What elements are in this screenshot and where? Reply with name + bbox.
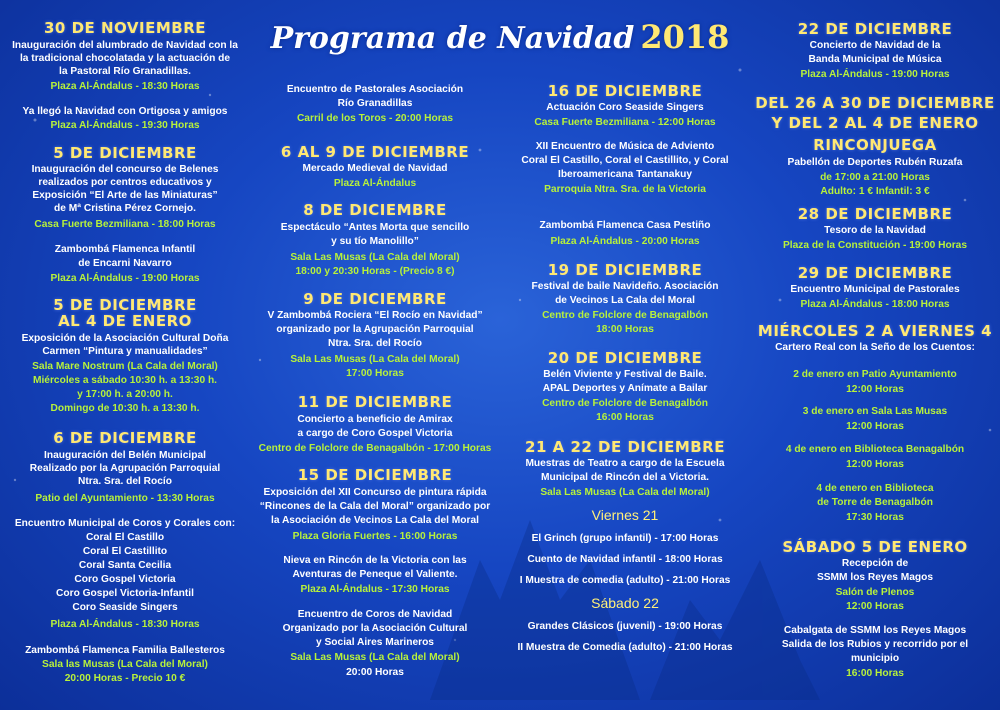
event-text: Carmen “Pintura y manualidades” [42, 346, 208, 357]
event-text: Inauguración del alumbrado de Navidad con la [12, 40, 238, 51]
event-place: 12:00 Horas [846, 601, 904, 612]
event-text: “Rincones de la Cala del Moral” organizado por [259, 501, 491, 512]
event-place: Plaza Al-Ándalus - 19:30 Horas [50, 120, 200, 131]
date-heading: 20 DE DICIEMBRE [547, 349, 703, 367]
date-heading: 28 DE DICIEMBRE [797, 205, 953, 223]
event-place: 4 de enero en Biblioteca Benagalbón [785, 444, 965, 455]
event-text: Cabalgata de SSMM los Reyes Magos [783, 625, 967, 636]
event-text: Zambombá Flamenca Infantil [54, 244, 196, 255]
event-place: Sala Las Musas (La Cala del Moral) [290, 652, 460, 663]
event-place: Sala Las Musas (La Cala del Moral) [290, 354, 460, 365]
event-text: Zambombá Flamenca Casa Pestiño [539, 220, 711, 231]
event-time: 12:00 Horas [846, 459, 904, 470]
event-text: Inauguración del Belén Municipal [44, 450, 206, 461]
event-text: Concierto de Navidad de la [809, 40, 941, 51]
event-place: Plaza Al-Ándalus [333, 178, 417, 189]
date-heading: DEL 26 A 30 DE DICIEMBRE [755, 94, 995, 112]
event-text: El Grinch (grupo infantil) - 17:00 Horas [531, 533, 719, 544]
date-heading: 29 DE DICIEMBRE [797, 264, 953, 282]
event-text: Salida de los Rubios y recorrido por el [781, 639, 969, 650]
event-place: Plaza Al-Ándalus - 18:30 Horas [50, 81, 200, 92]
event-text: Nieva en Rincón de la Victoria con las [283, 555, 467, 566]
event-text: Ntra. Sra. del Rocío [78, 476, 172, 487]
event-text: II Muestra de Comedia (adulto) - 21:00 Horas [517, 642, 733, 653]
subheading-viernes: Viernes 21 [591, 507, 659, 523]
event-text: y su tío Manolillo” [331, 236, 419, 247]
event-text: Realizado por la Agrupación Parroquial [29, 463, 221, 474]
date-heading: 15 DE DICIEMBRE [297, 466, 453, 484]
event-text: Exposición del XII Concurso de pintura rápida [263, 487, 487, 498]
event-text: de Mª Cristina Pérez Cornejo. [54, 203, 196, 214]
event-place: y 17:00 h. a 20:00 h. [77, 389, 173, 400]
event-time: 12:00 Horas [846, 384, 904, 395]
date-heading: 5 DE DICIEMBRE [53, 296, 197, 314]
event-place: Plaza Al-Ándalus - 17:30 Horas [300, 584, 450, 595]
event-text: de Encarni Navarro [78, 258, 172, 269]
event-text: la Pastoral Río Granadillas. [59, 66, 191, 77]
event-text: Concierto a beneficio de Amirax [297, 414, 453, 425]
date-heading: 8 DE DICIEMBRE [303, 201, 447, 219]
event-place: Parroquia Ntra. Sra. de la Victoria [544, 184, 706, 195]
event-place: Sala las Musas (La Cala del Moral) [42, 659, 208, 670]
event-place: Plaza Al-Ándalus - 20:00 Horas [550, 236, 700, 247]
event-place: Salón de Plenos [835, 587, 915, 598]
event-place: 18:00 Horas [596, 324, 654, 335]
date-heading: 21 A 22 DE DICIEMBRE [525, 438, 725, 456]
event-text: APAL Deportes y Anímate a Bailar [542, 383, 708, 394]
event-text: Organizado por la Asociación Cultural [282, 623, 468, 634]
event-place: 18:00 y 20:30 Horas - (Precio 8 €) [295, 266, 455, 277]
event-text: Actuación Coro Seaside Singers [546, 102, 704, 113]
event-text: Mercado Medieval de Navidad [302, 163, 448, 174]
date-heading: 30 DE NOVIEMBRE [43, 19, 206, 37]
event-place: Carril de los Toros - 20:00 Horas [296, 113, 454, 124]
event-place: Plaza Al-Ándalus - 18:00 Horas [800, 299, 950, 310]
event-text: Recepción de [841, 558, 909, 569]
event-place: Sala Las Musas (La Cala del Moral) [290, 252, 460, 263]
date-heading: 5 DE DICIEMBRE [53, 144, 197, 162]
event-text: Tesoro de la Navidad [824, 225, 926, 236]
event-place: 16:00 Horas [596, 412, 654, 423]
event-text: XII Encuentro de Música de Adviento [535, 141, 715, 152]
event-text: Cartero Real con la Seño de los Cuentos: [775, 342, 975, 353]
date-heading: 9 DE DICIEMBRE [303, 290, 447, 308]
event-text: de Vecinos La Cala del Moral [555, 295, 695, 306]
event-place: Patio del Ayuntamiento - 13:30 Horas [35, 493, 215, 504]
event-text: la Asociación de Vecinos La Cala del Moral [271, 515, 479, 526]
event-place: Plaza Al-Ándalus - 18:30 Horas [50, 619, 200, 630]
event-text: Grandes Clásicos (juvenil) - 19:00 Horas [527, 621, 723, 632]
event-text: Río Granadillas [337, 98, 413, 109]
event-text: Exposición “El Arte de las Miniaturas” [32, 190, 218, 201]
event-time: 12:00 Horas [846, 421, 904, 432]
date-heading: RINCONJUEGA [813, 136, 937, 154]
event-text: I Muestra de comedia (adulto) - 21:00 Horas [519, 575, 731, 586]
event-text: Encuentro Municipal de Pastorales [790, 284, 960, 295]
event-text: y Social Aires Marineros [316, 637, 434, 648]
event-text: Encuentro de Coros de Navidad [297, 609, 453, 620]
event-text: Coro Gospel Victoria-Infantil [56, 588, 194, 599]
event-text: Cuento de Navidad infantil - 18:00 Horas [527, 554, 723, 565]
title-year: 2018 [640, 18, 730, 56]
event-place: Miércoles a sábado 10:30 h. a 13:30 h. [32, 375, 218, 386]
event-place: de Torre de Benagalbón [817, 497, 933, 508]
date-heading: 11 DE DICIEMBRE [297, 393, 453, 411]
event-text: Encuentro de Pastorales Asociación [286, 84, 464, 95]
date-heading: AL 4 DE ENERO [58, 312, 192, 330]
event-text: Exposición de la Asociación Cultural Doña [21, 333, 229, 344]
event-place: 2 de enero en Patio Ayuntamiento [793, 369, 957, 380]
event-place: Sala Las Musas (La Cala del Moral) [540, 487, 710, 498]
event-text: Coro Seaside Singers [72, 602, 178, 613]
event-place: 16:00 Horas [846, 668, 904, 679]
date-heading: Y DEL 2 AL 4 DE ENERO [771, 114, 979, 132]
event-place: Centro de Folclore de Benagalbón - 17:00 Horas [258, 443, 492, 454]
event-place: de 17:00 a 21:00 Horas [820, 172, 930, 183]
date-heading: 16 DE DICIEMBRE [547, 82, 703, 100]
event-text: 20:00 Horas [346, 667, 404, 678]
event-text: Espectáculo “Antes Morta que sencillo [280, 222, 470, 233]
event-text: Belén Viviente y Festival de Baile. [543, 369, 707, 380]
event-text: a cargo de Coro Gospel Victoria [297, 428, 453, 439]
event-place: Plaza Gloria Fuertes - 16:00 Horas [292, 531, 458, 542]
event-text: Municipal de Rincón del a Victoria. [541, 472, 709, 483]
date-heading: SÁBADO 5 DE ENERO [782, 538, 968, 556]
event-text: realizados por centros educativos y [38, 177, 212, 188]
event-text: la tradicional chocolatada y la actuación de [19, 53, 231, 64]
event-place: Domingo de 10:30 h. a 13:30 h. [50, 403, 200, 414]
event-text: Zambombá Flamenca Familia Ballesteros [25, 645, 225, 656]
event-text: Coral Santa Cecilia [78, 560, 172, 571]
event-place: Plaza Al-Ándalus - 19:00 Horas [50, 273, 200, 284]
event-text: Ya llegó la Navidad con Ortigosa y amigos [22, 106, 228, 117]
event-place: Centro de Folclore de Benagalbón [542, 398, 708, 409]
event-place: Plaza Al-Ándalus - 19:00 Horas [800, 69, 950, 80]
event-place: Casa Fuerte Bezmiliana - 18:00 Horas [34, 219, 216, 230]
event-text: Aventuras de Peneque el Valiente. [292, 569, 458, 580]
date-heading: 6 DE DICIEMBRE [53, 429, 197, 447]
date-heading: 19 DE DICIEMBRE [547, 261, 703, 279]
event-text: SSMM los Reyes Magos [816, 572, 934, 583]
event-time: 17:30 Horas [846, 512, 904, 523]
event-text: Pabellón de Deportes Rubén Ruzafa [787, 157, 963, 168]
event-text: Coro Gospel Victoria [74, 574, 176, 585]
event-text: Encuentro Municipal de Coros y Corales con: [14, 518, 236, 529]
event-place: 3 de enero en Sala Las Musas [802, 406, 948, 417]
event-place: 4 de enero en Biblioteca [816, 483, 934, 494]
event-text: Iberoamericana Tantanakuy [558, 169, 692, 180]
date-heading: MIÉRCOLES 2 A VIERNES 4 [757, 322, 993, 340]
event-place: Centro de Folclore de Benagalbón [542, 310, 708, 321]
event-text: V Zambombá Rociera “El Rocío en Navidad” [267, 310, 483, 321]
event-text: organizado por la Agrupación Parroquial [276, 324, 474, 335]
event-text: Coral El Castillo, Coral el Castillito, y Coral [521, 155, 729, 166]
event-place: 17:00 Horas [346, 368, 404, 379]
title-main: Programa de Navidad [270, 21, 635, 56]
event-place: Casa Fuerte Bezmiliana - 12:00 Horas [534, 117, 716, 128]
event-text: Festival de baile Navideño. Asociación [531, 281, 719, 292]
event-text: Coral El Castillito [82, 546, 168, 557]
event-text: Ntra. Sra. del Rocío [328, 338, 422, 349]
event-place: Sala Mare Nostrum (La Cala del Moral) [32, 361, 218, 372]
subheading-sabado: Sábado 22 [591, 595, 659, 611]
event-text: Banda Municipal de Música [808, 54, 942, 65]
event-text: Muestras de Teatro a cargo de la Escuela [525, 458, 725, 469]
program-title [270, 18, 730, 56]
event-place: Adulto: 1 € Infantil: 3 € [820, 186, 930, 197]
event-text: municipio [850, 653, 900, 664]
event-text: Inauguración del concurso de Belenes [31, 164, 219, 175]
date-heading: 6 AL 9 DE DICIEMBRE [280, 143, 470, 161]
event-place: Plaza de la Constitución - 19:00 Horas [783, 240, 967, 251]
date-heading: 22 DE DICIEMBRE [797, 20, 953, 38]
event-text: Coral El Castillo [85, 532, 165, 543]
event-place: 20:00 Horas - Precio 10 € [64, 673, 186, 684]
